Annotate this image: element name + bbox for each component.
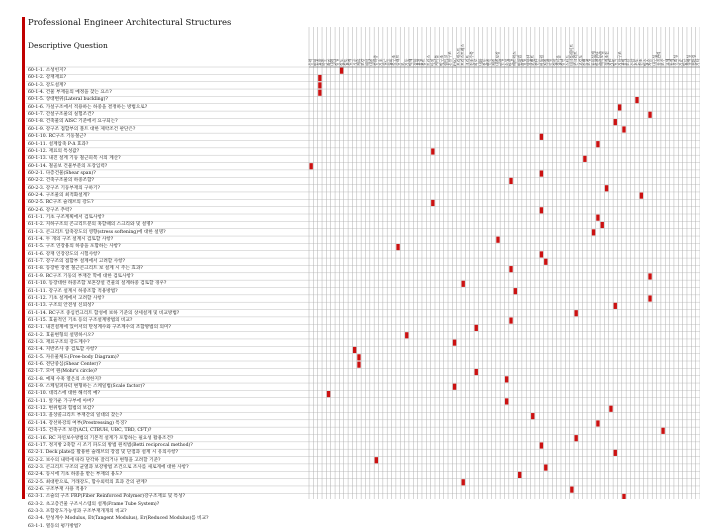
question-row-label: 62-1-3. 재료구조의 강도계수?	[28, 339, 90, 345]
column-header: 전단	[534, 58, 540, 66]
topic-mark	[353, 347, 356, 353]
column-header: 법규	[681, 58, 687, 66]
column-header: 데크플레이트	[568, 43, 574, 66]
column-header: 강성	[334, 58, 340, 66]
column-header: 균열	[547, 58, 553, 66]
topic-mark	[570, 487, 573, 493]
column-header: 탄성	[508, 58, 514, 66]
column-header: 제진	[490, 58, 496, 66]
question-row-label: 60-1-5. 상대변위(Lateral buckling)?	[28, 97, 108, 103]
topic-mark	[601, 222, 604, 228]
column-header: 하중	[321, 58, 327, 66]
topic-mark	[509, 318, 512, 324]
question-row-label: 62-3-4. 탄성계수 Modulus, Et(Tangent Modulus), Er(Reduced Modulus)를 비교?	[28, 516, 209, 522]
column-header: 진동	[482, 58, 488, 66]
topic-mark	[609, 406, 612, 412]
topic-mark	[575, 310, 578, 316]
question-row-label: 62-1-2. 효율변형의 설명하시오?	[28, 332, 95, 338]
column-header: 지반	[608, 58, 614, 66]
question-row-label: 60-1-8. 건축물의 AISC 기준에서 요구되는?	[28, 119, 118, 125]
topic-mark	[531, 413, 534, 419]
question-row-label: 62-3-3. 포함강도가능성과 구조부재개개의 비교?	[28, 509, 127, 514]
sheet-subtitle: Descriptive Question	[28, 41, 108, 50]
column-header: 지하구조	[616, 51, 622, 66]
column-header: 막구조	[438, 54, 444, 66]
sheet-title: Professional Engineer Architectural Structures	[28, 18, 232, 28]
column-header: 경제성	[686, 54, 692, 66]
question-row-label: 60-1-13. 내진 설계 기둥 철근피복 시의 계산?	[28, 156, 121, 162]
column-header: 통합설계	[590, 51, 596, 66]
column-header: 소성	[503, 58, 509, 66]
question-row-label: 60-1-2. 강재재료?	[28, 75, 66, 81]
column-header: 좌굴	[325, 58, 331, 66]
column-header: 강도	[338, 58, 344, 66]
question-row-label: 60-1-14. 철골보 건물부분의 포장입력?	[28, 163, 108, 169]
topic-mark	[596, 141, 599, 147]
column-header: 검토	[343, 58, 349, 66]
topic-mark	[605, 185, 608, 191]
column-header: 친환경	[690, 54, 696, 66]
column-header: 용벽	[621, 58, 627, 66]
topic-mark	[540, 171, 543, 177]
column-header: 내력	[330, 58, 336, 66]
question-row-label: 62-1-10. 대리스에 대한 해석적 예?	[28, 391, 100, 397]
topic-mark	[505, 398, 508, 404]
column-header: 철골	[386, 58, 392, 66]
question-row-label: 60-1-7. 간설구조물의 실험조건?	[28, 112, 95, 118]
column-header: 영향선	[525, 54, 531, 66]
column-header: 건조수축	[469, 51, 475, 66]
topic-mark	[540, 134, 543, 140]
column-header: 차음	[647, 58, 653, 66]
column-header: 기준	[677, 58, 683, 66]
topic-mark	[592, 229, 595, 235]
column-header: 통계	[668, 58, 674, 66]
column-header: 아치	[429, 58, 435, 66]
column-header: 유지관리	[655, 51, 661, 66]
column-header: 해석모델	[599, 51, 605, 66]
column-header: 온도	[634, 58, 640, 66]
question-row-label: 62-2-3. 콘크리트 구조의 균열과 보강방법 조건으로 조사를 새로게에 대한 사항?	[28, 464, 189, 470]
column-header: 응력	[308, 58, 314, 66]
column-header: 처짐	[542, 58, 548, 66]
question-row-label: 62-2-4. 동시에 기초 하중을 받는 부재의 용도?	[28, 472, 123, 478]
question-row-label: 60-1-3. 강도설계?	[28, 82, 66, 88]
topic-mark	[431, 148, 434, 154]
question-row-label: 62-1-8. 예제 수훅 열온의 소성한지?	[28, 376, 102, 382]
question-row-label: 61-1-5. 구조 연장용의 하중을 포함하는 사항?	[28, 244, 121, 250]
column-header: 쉐이크	[442, 54, 448, 66]
question-row-label: 62-1-1. 내진설계에 있어서의 탄성계수와 구조계수의 조합방법의 의미?	[28, 325, 171, 331]
question-row-label: 62-1-9. 스케일퍼다터 변형하는 스케일법(Scale factor)?	[28, 384, 145, 390]
topic-mark	[496, 237, 499, 243]
question-row-label: 61-1-3. 콘크리트 압축강도의 영향(stress softening)에 대한 설명?	[28, 229, 166, 235]
question-row-label: 61-1-2. 지하구조의 콘크리트분의 혹할때의 스크리와 및 설명?	[28, 222, 154, 228]
question-row-label: 62-1-17. 정지방 2축할 시 조기 파도의 방법 원칙법(Betti reciprocal method)?	[28, 442, 193, 448]
column-header: 모멘트	[529, 54, 535, 66]
topic-mark	[475, 325, 478, 331]
topic-mark	[318, 90, 321, 96]
column-header: 교체	[664, 58, 670, 66]
topic-mark	[618, 104, 621, 110]
question-row-label: 61-1-6. 강재 인장강도의 시험사항?	[28, 251, 100, 257]
topic-mark	[375, 457, 378, 463]
topic-mark	[509, 178, 512, 184]
column-header: 보수	[660, 58, 666, 66]
question-row-label: 62-1-5. 자유물체도(Free-body Diagram)?	[28, 354, 120, 360]
column-header: 간면	[582, 58, 587, 66]
column-header: 풍하중	[373, 54, 379, 66]
topic-mark	[596, 215, 599, 221]
column-header: 프리스트레스	[460, 43, 466, 66]
column-header: 볼트	[421, 58, 427, 66]
column-header: 내진보강	[495, 51, 501, 66]
topic-mark	[453, 340, 456, 346]
column-header: 케이블	[434, 54, 440, 66]
topic-mark	[614, 450, 617, 456]
topic-mark	[622, 126, 625, 132]
topic-mark	[505, 376, 508, 382]
column-header: 토압	[625, 58, 631, 66]
column-header: 변형	[312, 58, 318, 66]
question-row-label: 61-1-11. 강구조 설계시 하중조합 적용방법?	[28, 288, 118, 294]
column-header: 해석	[364, 58, 370, 66]
question-row-label: 61-1-13. 구조의 안전성 신뢰성?	[28, 303, 94, 309]
topic-mark	[596, 420, 599, 426]
question-row-label: 62-2-2. 보수의 내력에 따라 단각하 잘리거나 변형을 고려할 기준?	[28, 457, 161, 463]
column-header: 면진	[486, 58, 492, 66]
topic-mark	[405, 332, 408, 338]
topic-mark	[453, 384, 456, 390]
topic-mark	[544, 465, 547, 471]
column-header: 건조	[638, 58, 644, 66]
topic-mark	[622, 494, 625, 499]
topic-mark	[540, 251, 543, 257]
question-row-label: 60-2-3. 강구조 기둥부재의 구하기?	[28, 185, 100, 191]
question-row-label: 61-1-7. 강구조의 접합부 설계에서 고려할 사항?	[28, 259, 126, 265]
column-header: 트러스	[425, 54, 431, 66]
question-row-label: 60-1-11. 설계압축 P-Δ 효과?	[28, 141, 89, 147]
topic-mark	[614, 119, 617, 125]
question-row-label: 63-1-1. 열동의 평가방법?	[28, 523, 81, 529]
column-header: 힘법	[521, 58, 527, 66]
question-row-label: 61-1-10. 동장대한 하중조합 보혼장설 건물의 설계하중 검토할 경우?	[28, 281, 167, 287]
column-header: 접합	[412, 58, 418, 66]
topic-mark	[357, 354, 360, 360]
column-header: PSC	[451, 57, 457, 66]
column-header: 비틀림	[538, 54, 544, 66]
column-header: 내구성	[651, 54, 657, 66]
topic-mark	[509, 266, 512, 272]
question-row-label: 62-1-7. 모어 원(Mohr's circle)?	[28, 369, 98, 375]
question-row-label: 60-1-6. 가설구조에서 적용하는 하중을 결정하는 방법으로?	[28, 104, 148, 110]
topic-mark	[518, 472, 521, 478]
column-header: 재료	[356, 58, 362, 66]
question-row-label: 62-1-15. 건축구조 보강(ACI, CTBUH, UBC, TBD, CFT)?	[28, 428, 152, 434]
question-row-label: 62-3-1. 소슬의 구조 FRP(Fiber Reinforced Polymer)강구조재료 및 특성?	[28, 494, 185, 500]
column-header: 혼합구조	[447, 51, 453, 66]
question-row-label: 60-1-12. 재료의 특성값?	[28, 148, 80, 154]
column-header: 강선	[560, 58, 566, 66]
topic-mark	[396, 244, 399, 250]
column-header: 신뢰성	[673, 54, 679, 66]
question-row-label: 62-1-4. 지반조사 중 검토할 사항?	[28, 347, 97, 353]
question-row-label: 60-1-9. 강구조 접합부의 볼트 대한 제약조건 판단은?	[28, 126, 136, 132]
question-row-label: 61-1-15. 효율적인 기초 등의 구조설계방법의 비교?	[28, 317, 133, 323]
column-header: 내화	[477, 58, 483, 66]
topic-mark	[327, 391, 330, 397]
column-header: 기둥	[403, 58, 409, 66]
topic-mark	[540, 207, 543, 213]
column-header: 슬래브	[395, 54, 401, 66]
topic-mark	[661, 428, 664, 434]
question-row-label: 62-2-5. 최대반으로, 거래강도, 함수외력의 효과 간의 관계?	[28, 479, 148, 485]
column-header: 수압	[629, 58, 635, 66]
question-row-label: 61-1-4. 두 개의 구조 설계시 검토할 사항?	[28, 237, 114, 243]
column-header: 시공	[351, 58, 357, 66]
topic-mark	[310, 163, 313, 169]
question-row-label: 62-2-6. 구조부재 사용 적용?	[28, 486, 87, 492]
question-row-label: 62-1-11. 앞가운 가구부에 아버?	[28, 398, 94, 404]
column-header: 겹이음	[555, 54, 561, 66]
topic-mark	[431, 200, 434, 206]
question-row-label: 60-2-6. 강구조 추력?	[28, 207, 72, 213]
question-row-label: 62-1-14. 강선하강의 여부(Prestressing) 특징?	[28, 420, 127, 426]
column-header: 매트릭스	[512, 51, 518, 66]
question-row-label: 60-2-4. 구조물의 최적화설계?	[28, 192, 90, 198]
topic-mark	[514, 288, 517, 294]
column-header: 목구조	[390, 54, 396, 66]
question-row-label: 61-1-9. RC구조 기둥의 부재간 학에 대한 검토사항?	[28, 273, 134, 279]
column-header: 연성	[499, 58, 505, 66]
topic-mark	[648, 112, 651, 118]
column-header: 보	[399, 62, 405, 66]
column-header: 벽체	[408, 58, 414, 66]
column-header: 방수	[642, 58, 648, 66]
topic-mark	[357, 362, 360, 368]
topic-mark	[544, 259, 547, 265]
question-row-label: 61-1-8. 동장한 장센 철근콘크리트 보 설계 시 주는 효과?	[28, 266, 143, 272]
question-row-label: 61-1-1. 기초 구조계획에서 검토사항?	[28, 215, 105, 220]
column-header: 피로	[473, 58, 479, 66]
column-header: 프리캐스트	[456, 47, 461, 66]
column-header: 안전진단	[595, 51, 601, 66]
question-row-label: 61-1-14. RC구조 중심컨크리트 합성에 보하 기준의 상세설계 및 비교방법?	[28, 310, 180, 316]
topic-mark	[462, 479, 465, 485]
topic-mark	[318, 82, 321, 88]
question-row-label: 60-1-1. 소성힌지?	[28, 68, 66, 73]
question-row-label: 60-2-5. RC구조 슬래브의 강도?	[28, 200, 94, 206]
column-header: 스터드	[564, 54, 570, 66]
topic-mark	[575, 435, 578, 441]
column-header: 정착	[551, 58, 557, 66]
column-header: 보강	[360, 58, 366, 66]
column-header: 철근	[382, 58, 388, 66]
topic-mark	[583, 156, 586, 162]
question-row-label: 62-1-12. 변위법과 힘법의 보감?	[28, 406, 94, 412]
column-header: 보정	[586, 58, 592, 66]
topic-mark	[475, 369, 478, 375]
topic-mark	[462, 281, 465, 287]
topic-mark	[640, 193, 643, 199]
question-row-label: 62-1-13. 올상콜크리트 부재간의 일대의 찾는?	[28, 413, 123, 419]
topic-mark	[648, 273, 651, 279]
column-header: 경계조건	[603, 51, 609, 66]
column-header: 고강도	[577, 54, 583, 66]
question-row-label: 60-1-4. 건물 부재들의 예정을 찾는 요소?	[28, 90, 112, 96]
question-row-label: 62-1-6. 전단중심(Shear Center)?	[28, 362, 101, 367]
column-header: 효율	[316, 58, 322, 66]
topic-mark	[318, 75, 321, 81]
column-header: 기초	[377, 58, 383, 66]
column-header: 콘크리트	[573, 51, 579, 66]
column-header: 말뚝	[612, 58, 618, 66]
column-header: 설계	[347, 58, 353, 66]
column-header: 용접	[416, 58, 422, 66]
question-row-label: 60-2-2. 건축구조물의 하중조합?	[28, 178, 95, 184]
topic-mark	[540, 442, 543, 448]
question-row-label: 60-1-10. RC구조 기둥철근?	[28, 134, 87, 140]
question-row-label: 62-3-2. 초고층건물 구조시스템의 설계(Frame Tube System)?	[28, 501, 160, 507]
topic-mark	[648, 295, 651, 301]
question-row-label: 62-1-16. RC 자연보수방법의 기본적 설계가 포함하는 필요성 활용조건?	[28, 435, 174, 441]
column-header: 변위법	[516, 54, 522, 66]
column-header: 내진	[369, 58, 375, 66]
topic-mark	[614, 303, 617, 309]
topic-mark	[635, 97, 638, 103]
question-row-label: 62-2-1. Deck plate를 활용한 슬래브의 장점 및 단점과 설계 시 유의사항?	[28, 450, 178, 456]
column-header: 크리프	[464, 54, 470, 66]
column-header: 기타	[694, 58, 700, 66]
topic-mark	[340, 68, 343, 74]
spreadsheet-sheet	[22, 17, 700, 529]
question-row-label: 61-1-12. 기초 설계에서 고려할 사항?	[28, 295, 105, 301]
question-row-label: 60-2-1. 다층건물(Shear span)?	[28, 170, 96, 176]
